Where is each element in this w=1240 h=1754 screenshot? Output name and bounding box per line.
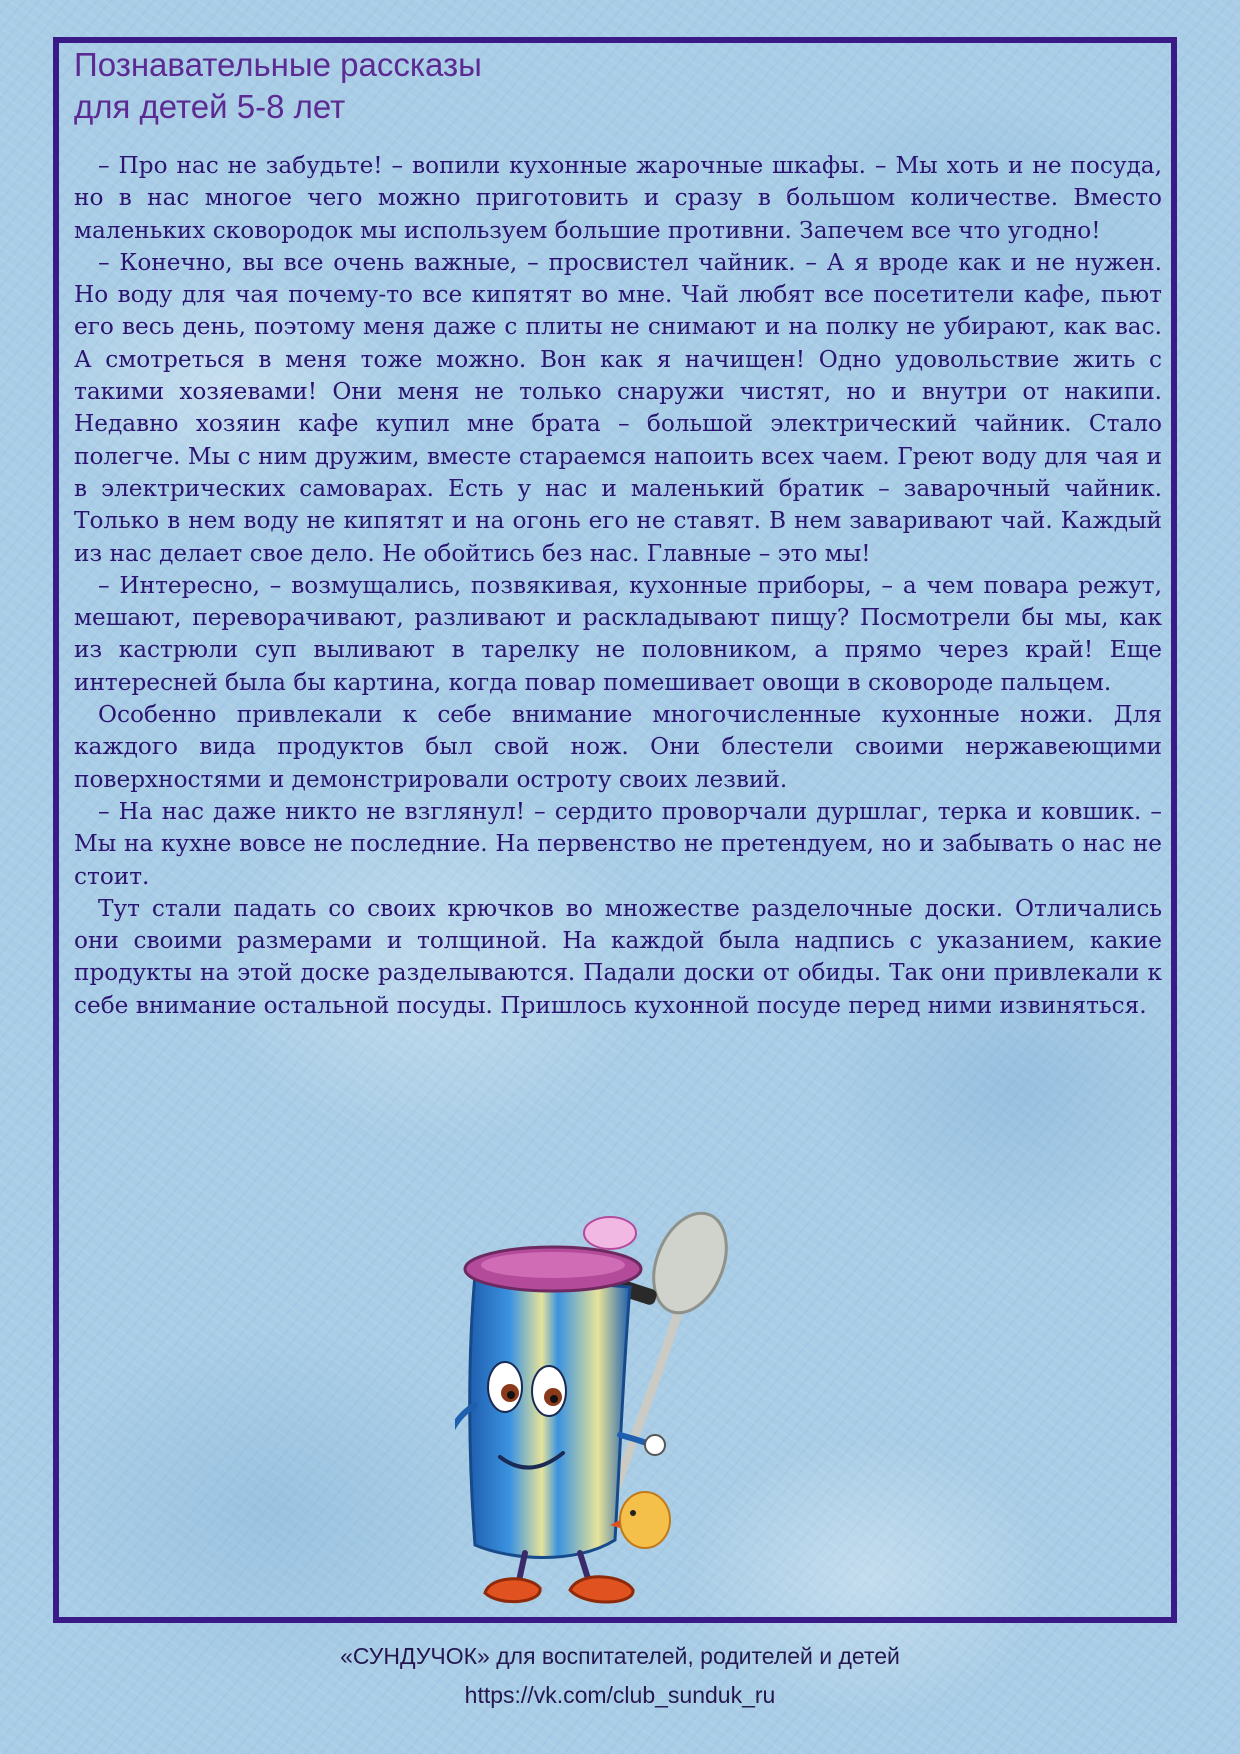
story-text — [74, 150, 1162, 1022]
story-paragraph: – Конечно, вы все очень важные, – просвистел чайник. – А я вроде как и не нужен. Но воду для чая почему-то все кипятят во мне. Чай любят все посетители кафе, пьют его весь день, поэтому меня даже с плиты не снимают и на полку не убирают, как вас. А смотреться в меня тоже можно. Вон как я начищен! Одно удовольствие жить с такими хозяевами! Они меня не только снаружи чистят, но и внутри от накипи. Недавно хозяин кафе купил мне брата – большой электрический чайник. Стало полегче. Мы с ним дружим, вместе стараемся напоить всех чаем. Греют воду для чая и в электрических самоварах. Есть у нас и маленький братик – заварочный чайник. Только в нем воду не кипятят и на огонь его не ставят. В нем заваривают чай. Каждый из нас делает свое дело. Не обойтись без нас. Главные – это мы! — [74, 248, 1162, 567]
title-line-1: Познавательные рассказы — [74, 46, 482, 83]
story-paragraph: Особенно привлекали к себе внимание многочисленные кухонные ножи. Для каждого вида продуктов был свой нож. Они блестели своими нержавеющими поверхностями и демонстрировали остроту своих лезвий. — [74, 701, 1162, 793]
story-paragraph: – Интересно, – возмущались, позвякивая, кухонные приборы, – а чем повара режут, мешают, переворачивают, разливают и раскладывают пищу? Посмотрели бы мы, как из кастрюли суп выливают в тарелку не половником, а прямо через край! Еще интересней была бы картина, когда повар помешивает овощи в сковороде пальцем. — [74, 571, 1162, 696]
story-paragraph: – Про нас не забудьте! – вопили кухонные жарочные шкафы. – Мы хоть и не посуда, но в нас многое чего можно приготовить и сразу в большом количестве. Вместо маленьких сковородок мы используем большие противни. Запечем все что угодно! — [74, 152, 1162, 244]
story-paragraph: – На нас даже никто не взглянул! – сердито проворчали дуршлаг, терка и ковшик. – Мы на кухне вовсе не последние. На первенство не претендуем, но и забывать о нас не стоит. — [74, 797, 1162, 890]
story-paragraph: Тут стали падать со своих крючков во множестве разделочные доски. Отличались они своими размерами и толщиной. На каждой была надпись с указанием, какие продукты на этой доске разделываются. Падали доски от обиды. Так они привлекали к себе внимание остальной посуды. Пришлось кухонной посуде перед ними извиняться. — [74, 894, 1162, 1019]
footer-link[interactable]: https://vk.com/club_sunduk_ru — [464, 1682, 776, 1708]
saucepan-character-illustration — [455, 1195, 815, 1615]
footer-brand-line: «СУНДУЧОК» для воспитателей, родителей и детей — [340, 1643, 900, 1669]
page-title — [74, 44, 482, 128]
title-line-2: для детей 5-8 лет — [74, 88, 346, 125]
